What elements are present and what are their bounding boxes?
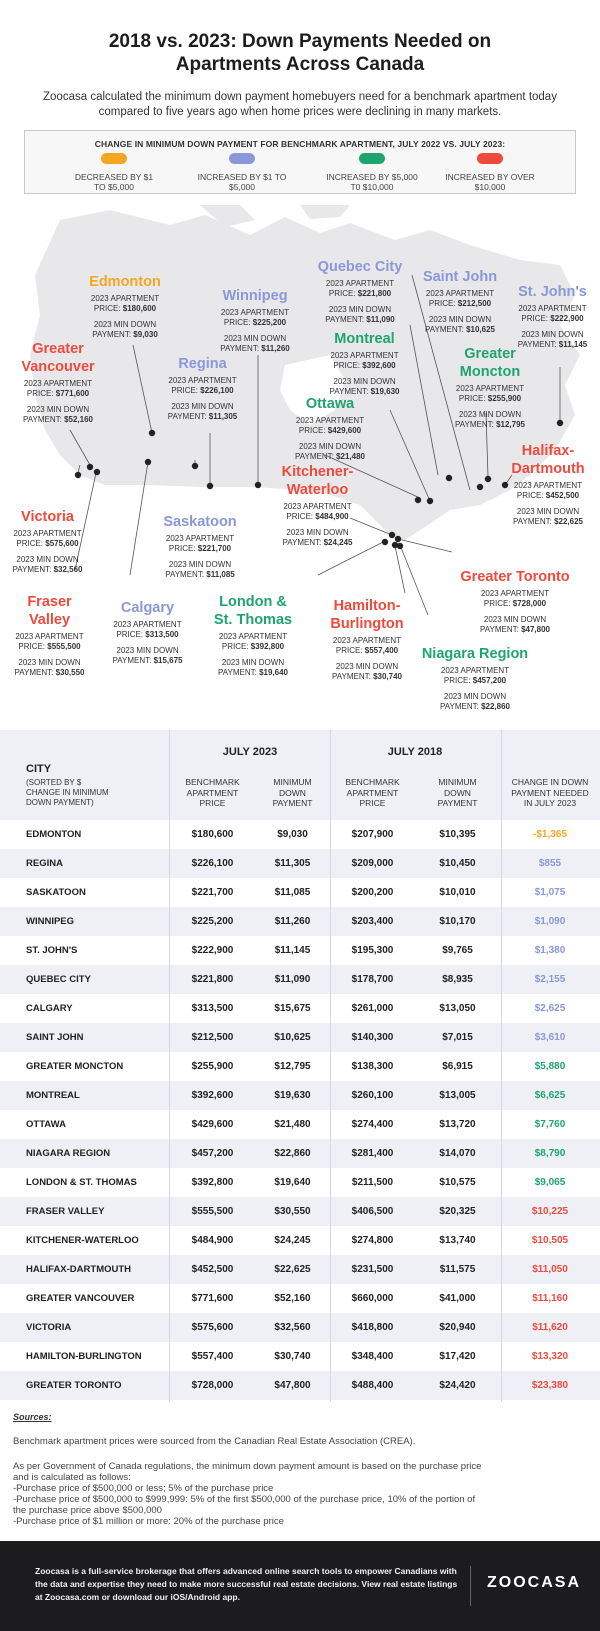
map-label-victoria: [0, 508, 95, 575]
table-row: [0, 1081, 600, 1110]
cell-d18: $10,010: [439, 887, 476, 898]
cell-d18: $10,450: [439, 858, 476, 869]
legend-label: DECREASED BY $1 TO $5,000: [74, 172, 154, 192]
sources-title: Sources:: [13, 1412, 52, 1422]
table-row: [0, 907, 600, 936]
cell-change: $11,160: [532, 1293, 568, 1304]
map-label-niagara-region: [410, 645, 540, 712]
table-row: [0, 1371, 600, 1400]
cell-p18: $203,400: [351, 916, 394, 927]
cell-p18: $195,300: [351, 945, 394, 956]
table-row: [0, 1342, 600, 1371]
map-label-greater-vancouver: [8, 340, 108, 425]
cell-city: EDMONTON: [26, 829, 82, 840]
cell-p18: $231,500: [351, 1264, 394, 1275]
cell-d18: $10,170: [439, 916, 476, 927]
map-city-name: Calgary: [120, 600, 175, 616]
cell-city: REGINA: [26, 858, 63, 869]
map-label-greater-moncton: [440, 345, 540, 430]
map-city-info: 2023 APARTMENT PRICE: $555,500 2023 MIN DOWN PAYMENT: $30,550: [14, 632, 85, 677]
map-label-regina: [150, 355, 255, 422]
map-label-hamilton-burlington: [312, 597, 422, 682]
cell-d23: $22,625: [274, 1264, 311, 1275]
cell-d18: $20,940: [439, 1322, 476, 1333]
table-row: [0, 1197, 600, 1226]
cell-change: $11,050: [532, 1264, 568, 1275]
map-city-info: 2023 APARTMENT PRICE: $771,600 2023 MIN DOWN PAYMENT: $52,160: [23, 379, 93, 424]
legend-swatch: [101, 153, 127, 164]
map-city-name: Edmonton: [89, 274, 161, 290]
cell-p23: $180,600: [191, 829, 234, 840]
table-row: [0, 1284, 600, 1313]
map-label-kitchener-waterloo: [265, 463, 370, 548]
table-divider: [501, 730, 502, 1402]
cell-d23: $47,800: [274, 1380, 311, 1391]
cell-d23: $30,550: [274, 1206, 311, 1217]
cell-p18: $274,800: [351, 1235, 394, 1246]
table-row: [0, 1110, 600, 1139]
th-city: CITY: [26, 763, 52, 775]
cell-change: $1,090: [534, 916, 566, 927]
cell-change: $10,225: [531, 1206, 569, 1217]
map-city-name: Greater Vancouver: [21, 341, 95, 375]
map-city-info: 2023 APARTMENT PRICE: $221,800 2023 MIN DOWN PAYMENT: $11,090: [325, 279, 395, 324]
cell-p23: $429,600: [191, 1119, 234, 1130]
map-city-info: 2023 APARTMENT PRICE: $429,600 2023 MIN DOWN PAYMENT: $21,480: [295, 416, 365, 461]
legend-label: INCREASED BY $5,000 T0 $10,000: [326, 172, 418, 192]
table-row: [0, 1139, 600, 1168]
cell-d23: $32,560: [274, 1322, 311, 1333]
table-divider: [169, 730, 170, 1402]
table-row: [0, 936, 600, 965]
cell-d18: $13,050: [439, 1003, 476, 1014]
legend-label: INCREASED BY OVER $10,000: [445, 172, 535, 192]
cell-city: FRASER VALLEY: [26, 1206, 105, 1217]
table-row: [0, 1168, 600, 1197]
map-city-info: 2023 APARTMENT PRICE: $180,600 2023 MIN DOWN PAYMENT: $9,030: [90, 294, 160, 339]
cell-d23: $12,795: [274, 1061, 311, 1072]
table-row: [0, 820, 600, 849]
cell-city: WINNIPEG: [26, 916, 75, 927]
cell-change: $6,625: [534, 1090, 566, 1101]
cell-p23: $392,800: [191, 1177, 234, 1188]
table-row: [0, 1023, 600, 1052]
cell-city: SASKATOON: [26, 887, 86, 898]
cell-p23: $222,900: [191, 945, 234, 956]
map-city-info: 2023 APARTMENT PRICE: $255,900 2023 MIN DOWN PAYMENT: $12,795: [455, 384, 525, 429]
footer-divider: [470, 1566, 471, 1606]
map-label-edmonton: [70, 273, 180, 340]
cell-p23: $452,500: [191, 1264, 234, 1275]
cell-d18: $8,935: [442, 974, 473, 985]
cell-d23: $11,085: [274, 887, 311, 898]
cell-change: $23,380: [531, 1380, 569, 1391]
th-down-2018: MINIMUM DOWN PAYMENT: [437, 777, 478, 808]
cell-city: GREATER TORONTO: [26, 1380, 122, 1391]
cell-change: $8,790: [534, 1148, 566, 1159]
down-payment-table: [0, 730, 600, 1402]
map-city-info: 2023 APARTMENT PRICE: $313,500 2023 MIN DOWN PAYMENT: $15,675: [112, 620, 183, 665]
map-city-name: Saskatoon: [163, 514, 237, 530]
cell-p18: $274,400: [351, 1119, 394, 1130]
th-price-2018: BENCHMARK APARTMENT PRICE: [345, 777, 400, 808]
cell-change: $1,075: [534, 887, 566, 898]
cell-p18: $209,000: [351, 858, 394, 869]
title-line-2: Apartments Across Canada: [175, 54, 425, 75]
cell-p18: $178,700: [351, 974, 394, 985]
map-city-info: 2023 APARTMENT PRICE: $212,500 2023 MIN DOWN PAYMENT: $10,625: [425, 289, 495, 334]
table-header: [0, 730, 600, 820]
zoocasa-logo: ZOOCASA: [487, 1574, 581, 1591]
sources-crea: Benchmark apartment prices were sourced from the Canadian Real Estate Association (CREA).: [13, 1436, 416, 1447]
cell-change: $10,505: [531, 1235, 569, 1246]
map-city-name: Halifax- Dartmouth: [511, 443, 585, 477]
cell-d23: $15,675: [274, 1003, 311, 1014]
map-city-name: Niagara Region: [421, 646, 529, 662]
cell-d18: $10,395: [439, 829, 476, 840]
map-city-info: 2023 APARTMENT PRICE: $457,200 2023 MIN DOWN PAYMENT: $22,860: [440, 666, 510, 711]
cell-city: MONTREAL: [26, 1090, 80, 1101]
legend-item-decreased: [45, 153, 183, 192]
cell-city: OTTAWA: [26, 1119, 66, 1130]
cell-p23: $255,900: [191, 1061, 234, 1072]
cell-city: CALGARY: [26, 1003, 73, 1014]
map-label-ottawa: [275, 395, 385, 462]
cell-d18: $13,005: [439, 1090, 476, 1101]
table-row: [0, 1052, 600, 1081]
cell-d18: $13,740: [439, 1235, 476, 1246]
cell-p23: $221,700: [191, 887, 234, 898]
map-city-name: Fraser Valley: [27, 594, 72, 628]
page-title: [0, 30, 600, 76]
cell-p18: $488,400: [351, 1380, 394, 1391]
cell-city: GREATER MONCTON: [26, 1061, 124, 1072]
map-city-info: 2023 APARTMENT PRICE: $221,700 2023 MIN DOWN PAYMENT: $11,085: [165, 534, 235, 579]
th-city-sub: (SORTED BY $ CHANGE IN MINIMUM DOWN PAYMENT): [26, 778, 109, 807]
legend: [24, 130, 576, 194]
map-city-info: 2023 APARTMENT PRICE: $392,600 2023 MIN DOWN PAYMENT: $19,630: [329, 351, 400, 396]
cell-d18: $13,720: [439, 1119, 476, 1130]
map-city-name: Quebec City: [317, 259, 403, 275]
table-row: [0, 1226, 600, 1255]
cell-d18: $6,915: [442, 1061, 473, 1072]
table-divider: [330, 730, 331, 1402]
map-city-name: Hamilton- Burlington: [330, 598, 404, 632]
map-label-winnipeg: [200, 287, 310, 354]
map-label-saint-john: [410, 268, 510, 335]
table-row: [0, 994, 600, 1023]
cell-city: GREATER VANCOUVER: [26, 1293, 135, 1304]
map-label-quebec-city: [305, 258, 415, 325]
cell-change: $2,155: [534, 974, 566, 985]
cell-change: $11,620: [532, 1322, 568, 1333]
map-label-london-st-thomas: [198, 593, 308, 678]
title-line-1: 2018 vs. 2023: Down Payments Needed on: [108, 31, 492, 52]
legend-swatch: [477, 153, 503, 164]
map-label-saskatoon: [145, 513, 255, 580]
cell-d23: $11,145: [274, 945, 311, 956]
map-label-st-johns: [505, 283, 600, 350]
cell-p23: $771,600: [191, 1293, 234, 1304]
cell-d18: $41,000: [439, 1293, 476, 1304]
th-change: CHANGE IN DOWN PAYMENT NEEDED IN JULY 2023: [511, 777, 589, 808]
table-row: [0, 1255, 600, 1284]
cell-p23: $226,100: [191, 858, 234, 869]
th-july-2023: JULY 2023: [222, 746, 278, 758]
legend-swatch: [229, 153, 255, 164]
map-city-name: Greater Toronto: [460, 569, 570, 585]
map-city-name: Greater Moncton: [459, 346, 521, 380]
legend-title: CHANGE IN MINIMUM DOWN PAYMENT FOR BENCHMARK APARTMENT, JULY 2022 VS. JULY 2023:: [94, 139, 506, 149]
cell-d18: $20,325: [439, 1206, 476, 1217]
cell-p18: $261,000: [351, 1003, 394, 1014]
cell-p18: $418,800: [351, 1322, 394, 1333]
map-city-name: St. John's: [518, 284, 587, 300]
legend-item-increased-under-5000: [173, 153, 311, 192]
subtitle: Zoocasa calculated the minimum down payment homebuyers need for a benchmark apartment today compared to five years ago when home prices were declining in many markets.: [43, 91, 557, 118]
footer-text: Zoocasa is a full-service brokerage that offers advanced online search tools to empower Canadians with the data and expertise they need to make more successful real estate decisions. View real estate listings at Zoocasa.com or download our iOS/Android app.: [35, 1566, 458, 1602]
sources: [13, 1412, 587, 1527]
cell-d23: $30,740: [274, 1351, 311, 1362]
cell-d23: $9,030: [277, 829, 308, 840]
cell-p23: $225,200: [191, 916, 234, 927]
map-label-halifax-dartmouth: [498, 442, 598, 527]
th-july-2018: JULY 2018: [387, 746, 443, 758]
map-city-info: 2023 APARTMENT PRICE: $557,400 2023 MIN DOWN PAYMENT: $30,740: [332, 636, 402, 681]
cell-p23: $457,200: [191, 1148, 234, 1159]
cell-city: QUEBEC CITY: [26, 974, 91, 985]
cell-d23: $11,305: [274, 858, 311, 869]
map-label-montreal: [312, 330, 417, 397]
cell-d18: $17,420: [439, 1351, 476, 1362]
cell-d18: $24,420: [439, 1380, 476, 1391]
cell-change: -$1,365: [533, 829, 567, 840]
map-city-name: Kitchener- Waterloo: [281, 464, 354, 498]
table-row: [0, 1313, 600, 1342]
cell-p18: $207,900: [351, 829, 394, 840]
legend-swatch: [359, 153, 385, 164]
cell-p18: $281,400: [351, 1148, 394, 1159]
cell-change: $13,320: [531, 1351, 569, 1362]
cell-p18: $200,200: [351, 887, 394, 898]
map-city-info: 2023 APARTMENT PRICE: $452,500 2023 MIN DOWN PAYMENT: $22,625: [513, 481, 583, 526]
map-city-info: 2023 APARTMENT PRICE: $222,900 2023 MIN DOWN PAYMENT: $11,145: [517, 304, 588, 349]
map-label-calgary: [100, 599, 195, 666]
cell-d23: $22,860: [274, 1148, 311, 1159]
map-city-info: 2023 APARTMENT PRICE: $225,200 2023 MIN DOWN PAYMENT: $11,260: [220, 308, 290, 353]
cell-city: KITCHENER-WATERLOO: [26, 1235, 139, 1246]
cell-city: ST. JOHN'S: [26, 945, 78, 956]
cell-d23: $11,260: [274, 916, 311, 927]
th-down-2023: MINIMUM DOWN PAYMENT: [272, 777, 313, 808]
cell-d18: $11,575: [439, 1264, 476, 1275]
cell-p18: $348,400: [351, 1351, 394, 1362]
cell-change: $855: [538, 858, 562, 869]
cell-change: $7,760: [534, 1119, 566, 1130]
cell-p18: $406,500: [351, 1206, 394, 1217]
cell-d18: $14,070: [439, 1148, 476, 1159]
map-city-name: Ottawa: [305, 396, 355, 412]
cell-d18: $10,575: [439, 1177, 476, 1188]
cell-p18: $211,500: [351, 1177, 394, 1188]
map-city-info: 2023 APARTMENT PRICE: $392,800 2023 MIN DOWN PAYMENT: $19,640: [218, 632, 288, 677]
cell-change: $5,880: [534, 1061, 566, 1072]
cell-p23: $392,600: [191, 1090, 234, 1101]
cell-p23: $555,500: [191, 1206, 234, 1217]
cell-p23: $212,500: [191, 1032, 234, 1043]
cell-city: HALIFAX-DARTMOUTH: [26, 1264, 132, 1275]
map-city-name: Saint John: [422, 269, 498, 285]
map-city-name: Victoria: [21, 509, 74, 525]
cell-change: $1,380: [534, 945, 566, 956]
cell-city: VICTORIA: [26, 1322, 72, 1333]
cell-p23: $221,800: [191, 974, 234, 985]
th-price-2023: BENCHMARK APARTMENT PRICE: [185, 777, 240, 808]
cell-d23: $52,160: [274, 1293, 311, 1304]
map-city-name: Regina: [178, 356, 227, 372]
cell-change: $2,625: [534, 1003, 566, 1014]
cell-d23: $19,640: [274, 1177, 311, 1188]
table-row: [0, 878, 600, 907]
cell-city: SAINT JOHN: [26, 1032, 84, 1043]
table-row: [0, 965, 600, 994]
map-label-fraser-valley: [2, 593, 97, 678]
map-city-name: Winnipeg: [222, 288, 288, 304]
cell-p18: $140,300: [351, 1032, 394, 1043]
cell-p23: $557,400: [191, 1351, 234, 1362]
cell-change: $3,610: [534, 1032, 566, 1043]
map-city-info: 2023 APARTMENT PRICE: $484,900 2023 MIN DOWN PAYMENT: $24,245: [282, 502, 353, 547]
map-city-info: 2023 APARTMENT PRICE: $575,600 2023 MIN DOWN PAYMENT: $32,560: [12, 529, 83, 574]
cell-p23: $728,000: [191, 1380, 234, 1391]
map-city-info: 2023 APARTMENT PRICE: $728,000 2023 MIN DOWN PAYMENT: $47,800: [480, 589, 550, 634]
cell-p18: $260,100: [351, 1090, 394, 1101]
sources-regulations: As per Government of Canada regulations, the minimum down payment amount is based on the purchase price and is calculated as follows: -Purchase price of $500,000 or less; 5% of the purchase price -Purchase price of $500,000 to $999,999: 5% of the first $500,000 of the purchase price, 10% of the portion of the purchase price above $500,000 -Purchase price of $1 million or more: 20% of the purchase price: [13, 1461, 482, 1527]
cell-city: HAMILTON-BURLINGTON: [26, 1351, 142, 1362]
cell-p23: $575,600: [191, 1322, 234, 1333]
map-city-name: London & St. Thomas: [213, 594, 293, 628]
cell-p23: $313,500: [191, 1003, 234, 1014]
map-label-greater-toronto: [450, 568, 580, 635]
legend-label: INCREASED BY $1 TO $5,000: [197, 172, 287, 192]
cell-d23: $19,630: [274, 1090, 311, 1101]
cell-p18: $660,000: [351, 1293, 394, 1304]
cell-city: LONDON & ST. THOMAS: [26, 1177, 137, 1188]
canada-map: [0, 205, 600, 725]
map-city-name: Montreal: [334, 331, 395, 347]
table-row: [0, 849, 600, 878]
legend-item-increased-over-10000: [421, 153, 559, 192]
cell-city: NIAGARA REGION: [26, 1148, 111, 1159]
cell-p18: $138,300: [351, 1061, 394, 1072]
cell-change: $9,065: [534, 1177, 566, 1188]
cell-d18: $9,765: [442, 945, 473, 956]
cell-d23: $11,090: [274, 974, 311, 985]
cell-d23: $10,625: [274, 1032, 311, 1043]
cell-p23: $484,900: [191, 1235, 234, 1246]
cell-d23: $24,245: [274, 1235, 311, 1246]
map-city-info: 2023 APARTMENT PRICE: $226,100 2023 MIN DOWN PAYMENT: $11,305: [167, 376, 238, 421]
footer: [0, 1541, 600, 1631]
cell-d23: $21,480: [274, 1119, 311, 1130]
cell-d18: $7,015: [442, 1032, 473, 1043]
